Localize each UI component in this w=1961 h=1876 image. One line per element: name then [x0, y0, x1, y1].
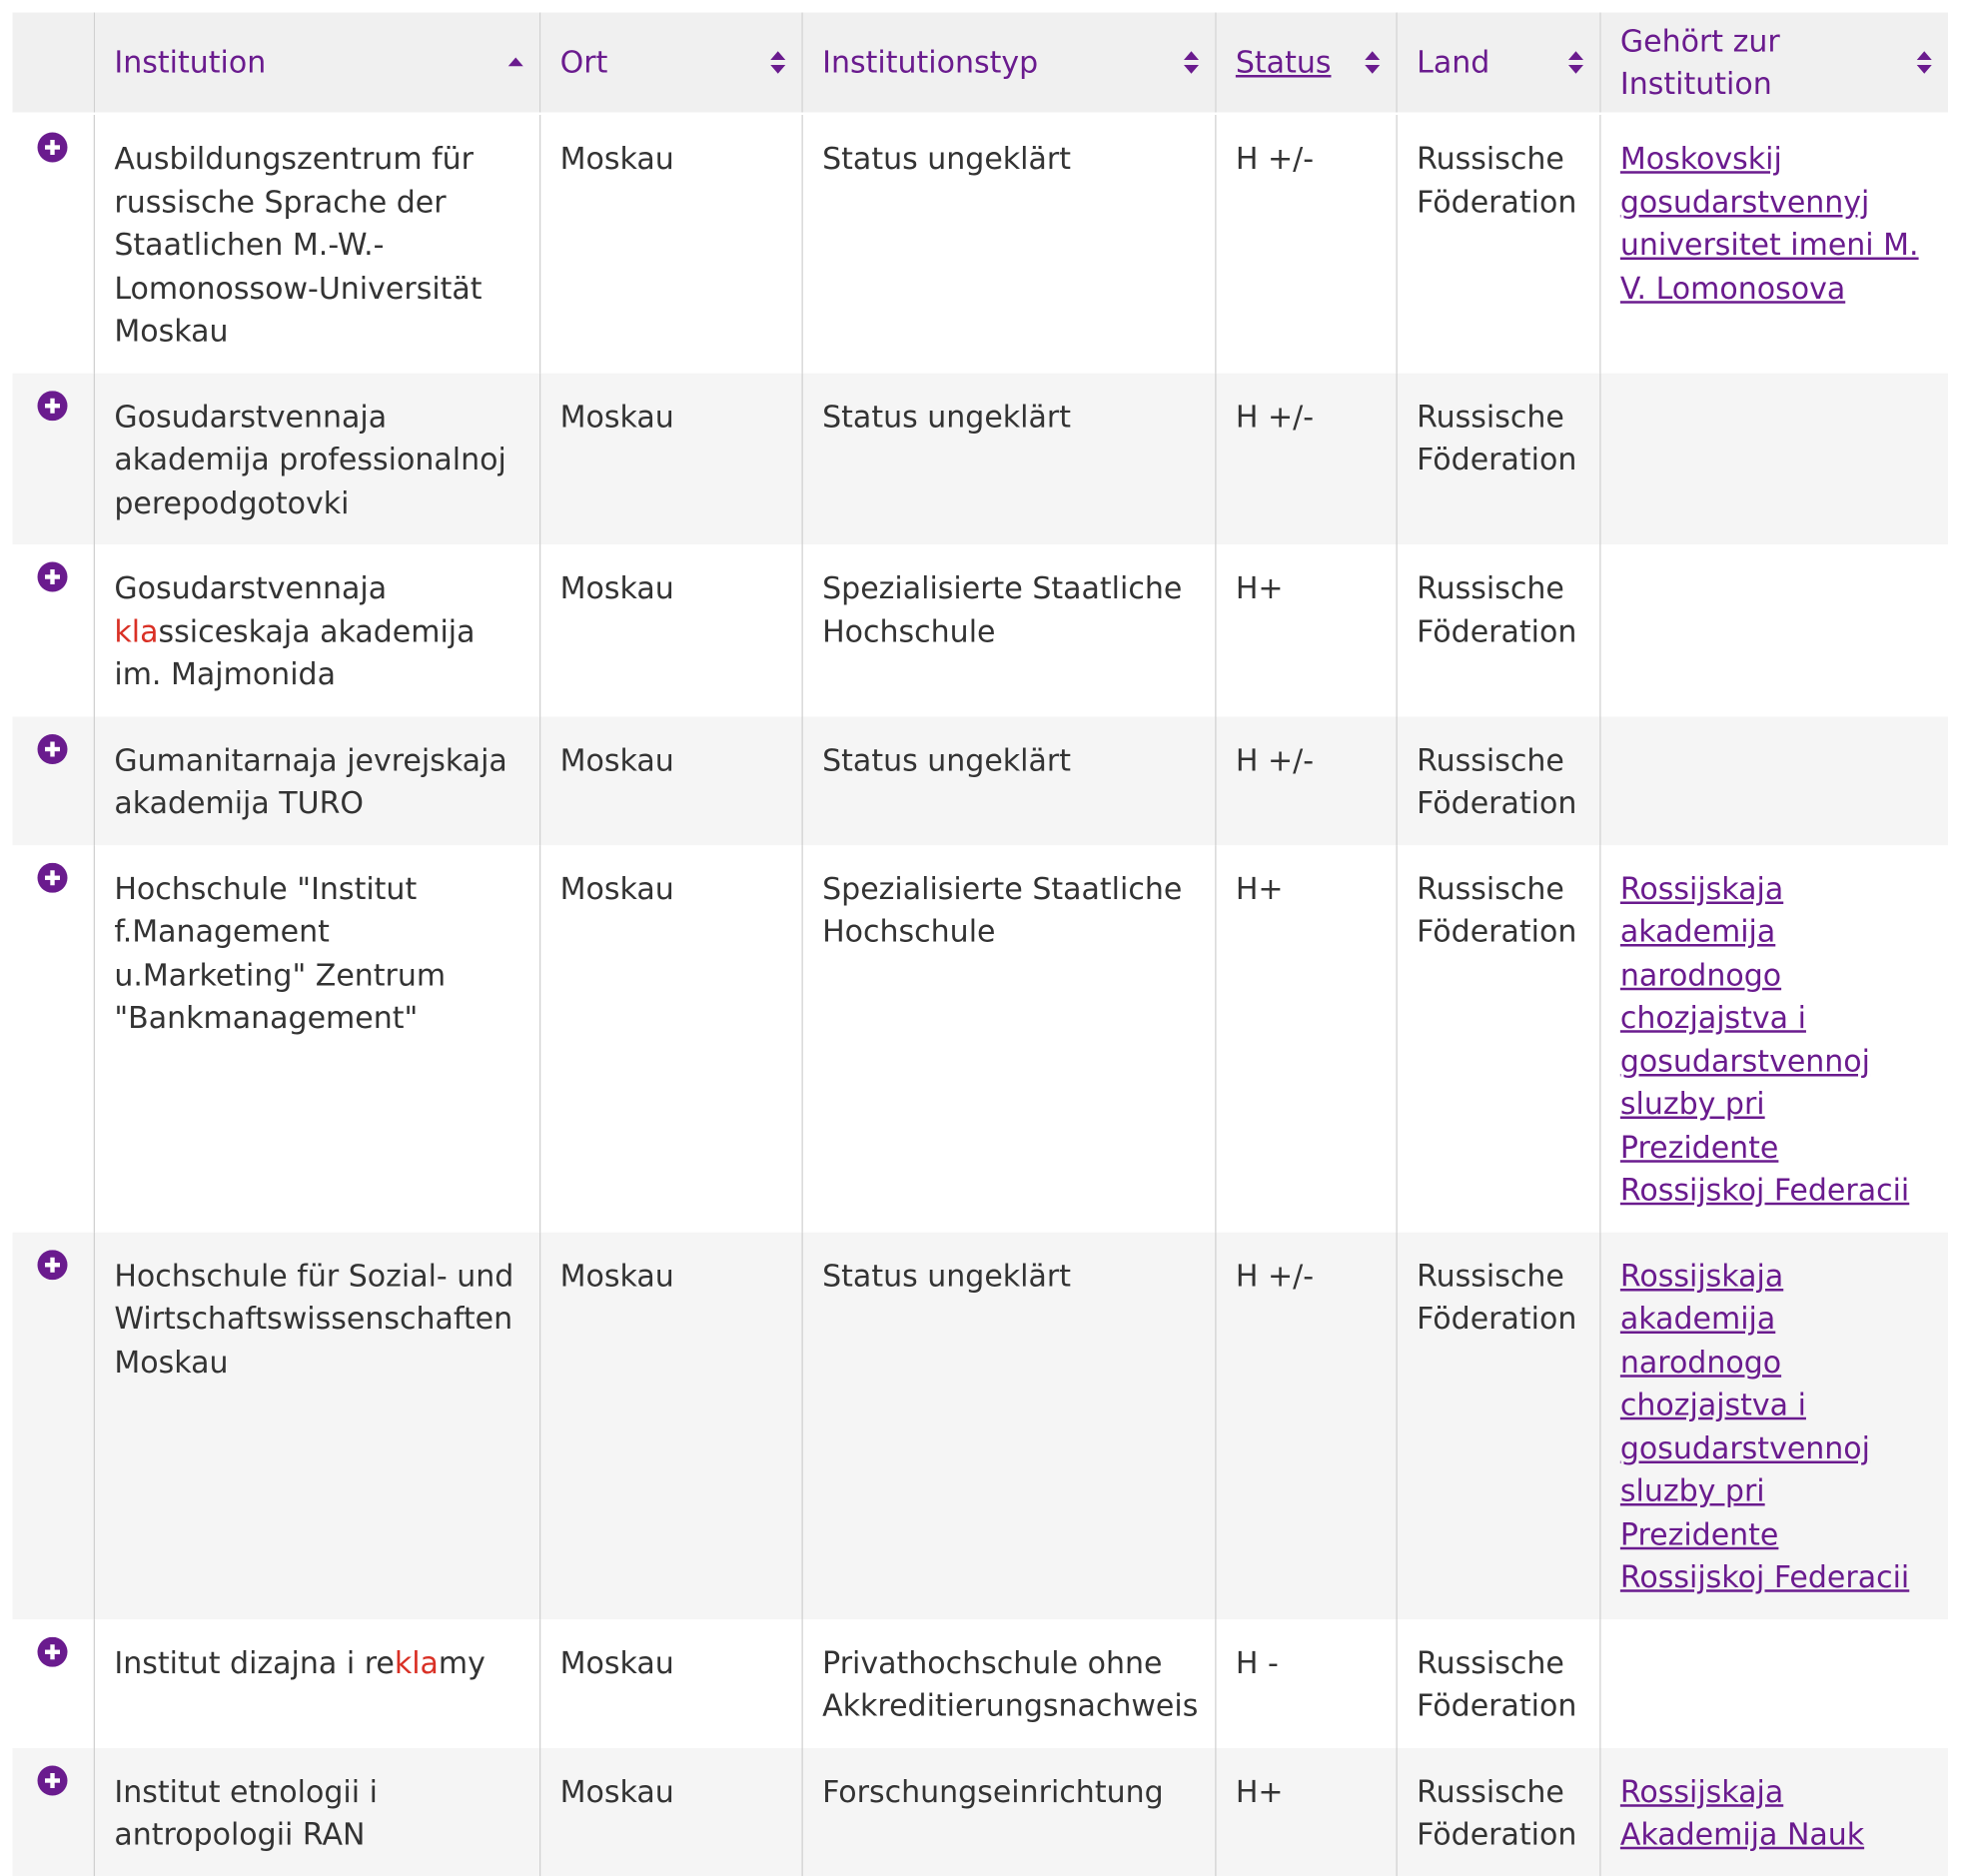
institutionstyp-cell: Status ungeklärt — [802, 1232, 1216, 1619]
header-ort-label: Ort — [560, 41, 781, 84]
parent-institution-link[interactable]: Rossijskaja Akademija Nauk — [1620, 1774, 1864, 1852]
parent-cell — [1599, 373, 1948, 544]
table-row — [13, 716, 1949, 845]
sort-both-icon[interactable] — [768, 48, 786, 78]
plus-circle-icon[interactable] — [38, 1250, 68, 1280]
search-highlight: kla — [114, 613, 158, 648]
land-cell: Russische Föderation — [1397, 1619, 1600, 1748]
expand-cell — [13, 1232, 94, 1619]
header-status-link[interactable]: Status — [1236, 41, 1376, 84]
parent-cell — [1599, 1619, 1948, 1748]
expand-cell — [13, 1747, 94, 1876]
parent-cell — [1599, 1232, 1948, 1619]
table-row — [13, 114, 1949, 373]
status-cell: H+ — [1215, 845, 1396, 1233]
plus-circle-icon[interactable] — [38, 1636, 68, 1666]
expand-cell — [13, 1619, 94, 1748]
plus-circle-icon[interactable] — [38, 862, 68, 892]
institution-name — [94, 544, 539, 716]
status-cell: H +/- — [1215, 114, 1396, 373]
name-text: Institut dizajna i re — [114, 1645, 394, 1680]
parent-cell — [1599, 845, 1948, 1233]
status-cell: H+ — [1215, 1747, 1396, 1876]
table-row — [13, 845, 1949, 1233]
ort-cell: Moskau — [539, 373, 802, 544]
header-institution[interactable] — [94, 13, 539, 114]
institutionstyp-cell: Status ungeklärt — [802, 114, 1216, 373]
name-text: ssiceskaja akademija im. Majmonida — [114, 613, 475, 691]
plus-circle-icon[interactable] — [38, 1765, 68, 1795]
table-row — [13, 544, 1949, 716]
parent-cell — [1599, 544, 1948, 716]
institutionstyp-cell: Spezialisierte Staatliche Hochschule — [802, 845, 1216, 1233]
parent-cell — [1599, 114, 1948, 373]
land-cell: Russische Föderation — [1397, 1232, 1600, 1619]
parent-cell — [1599, 716, 1948, 845]
header-gehoert-label: Gehört zur Institution — [1620, 20, 1928, 105]
ort-cell: Moskau — [539, 114, 802, 373]
land-cell: Russische Föderation — [1397, 1747, 1600, 1876]
expand-cell — [13, 845, 94, 1233]
institution-name: Gosudarstvennaja akademija professionalnoj perepodgotovki — [94, 373, 539, 544]
header-institutionstyp-label: Institutionstyp — [822, 41, 1195, 84]
institutionstyp-cell: Forschungseinrichtung — [802, 1747, 1216, 1876]
status-cell: H +/- — [1215, 716, 1396, 845]
land-cell: Russische Föderation — [1397, 716, 1600, 845]
parent-cell — [1599, 1747, 1948, 1876]
header-land[interactable] — [1397, 13, 1600, 114]
land-cell: Russische Föderation — [1397, 114, 1600, 373]
header-gehoert-zur-institution[interactable] — [1599, 13, 1948, 114]
search-highlight: kla — [395, 1645, 439, 1680]
institution-name: Institut etnologii i antropologii RAN — [94, 1747, 539, 1876]
institutions-table — [13, 13, 1949, 1876]
institution-name: Hochschule für Sozial- und Wirtschaftswissenschaften Moskau — [94, 1232, 539, 1619]
header-ort[interactable] — [539, 13, 802, 114]
ort-cell: Moskau — [539, 1747, 802, 1876]
header-status[interactable] — [1215, 13, 1396, 114]
land-cell: Russische Föderation — [1397, 845, 1600, 1233]
expand-cell — [13, 114, 94, 373]
ort-cell: Moskau — [539, 845, 802, 1233]
sort-both-icon[interactable] — [1566, 48, 1584, 78]
ort-cell: Moskau — [539, 1232, 802, 1619]
status-cell: H +/- — [1215, 373, 1396, 544]
expand-cell — [13, 373, 94, 544]
ort-cell: Moskau — [539, 544, 802, 716]
institution-name — [94, 1619, 539, 1748]
sort-both-icon[interactable] — [1182, 48, 1200, 78]
institution-name: Hochschule "Institut f.Management u.Marketing" Zentrum "Bankmanagement" — [94, 845, 539, 1233]
parent-institution-link[interactable]: Rossijskaja akademija narodnogo chozjajstva i gosudarstvennoj sluzby pri Prezidente Rossijskoj Federacii — [1620, 1258, 1909, 1594]
institution-name: Gumanitarnaja jevrejskaja akademija TURO — [94, 716, 539, 845]
expand-cell — [13, 544, 94, 716]
table-row — [13, 373, 1949, 544]
name-text: Gosudarstvennaja — [114, 570, 387, 605]
table-row — [13, 1747, 1949, 1876]
table-header-row — [13, 13, 1949, 114]
expand-cell — [13, 716, 94, 845]
ort-cell: Moskau — [539, 716, 802, 845]
name-text: my — [439, 1645, 486, 1680]
plus-circle-icon[interactable] — [38, 391, 68, 421]
institutionstyp-cell: Privathochschule ohne Akkreditierungsnachweis — [802, 1619, 1216, 1748]
institutionstyp-cell: Status ungeklärt — [802, 716, 1216, 845]
header-expand-column — [13, 13, 94, 114]
parent-institution-link[interactable]: Rossijskaja akademija narodnogo chozjajstva i gosudarstvennoj sluzby pri Prezidente Rossijskoj Federacii — [1620, 871, 1909, 1208]
parent-institution-link[interactable]: Moskovskij gosudarstvennyj universitet imeni M. V. Lomonosova — [1620, 141, 1919, 305]
plus-circle-icon[interactable] — [38, 562, 68, 592]
header-institution-label: Institution — [114, 41, 518, 84]
land-cell: Russische Föderation — [1397, 373, 1600, 544]
plus-circle-icon[interactable] — [38, 133, 68, 163]
status-cell: H - — [1215, 1619, 1396, 1748]
table-row — [13, 1619, 1949, 1748]
sort-both-icon[interactable] — [1363, 48, 1381, 78]
institutionstyp-cell: Spezialisierte Staatliche Hochschule — [802, 544, 1216, 716]
institution-name: Ausbildungszentrum für russische Sprache der Staatlichen M.-W.-Lomonossow-Universität Moskau — [94, 114, 539, 373]
ort-cell: Moskau — [539, 1619, 802, 1748]
sort-ascending-icon[interactable] — [506, 48, 524, 78]
header-land-label: Land — [1417, 41, 1579, 84]
status-cell: H +/- — [1215, 1232, 1396, 1619]
table-row — [13, 1232, 1949, 1619]
status-cell: H+ — [1215, 544, 1396, 716]
sort-both-icon[interactable] — [1916, 48, 1934, 78]
institutionstyp-cell: Status ungeklärt — [802, 373, 1216, 544]
header-institutionstyp[interactable] — [802, 13, 1216, 114]
land-cell: Russische Föderation — [1397, 544, 1600, 716]
plus-circle-icon[interactable] — [38, 733, 68, 763]
